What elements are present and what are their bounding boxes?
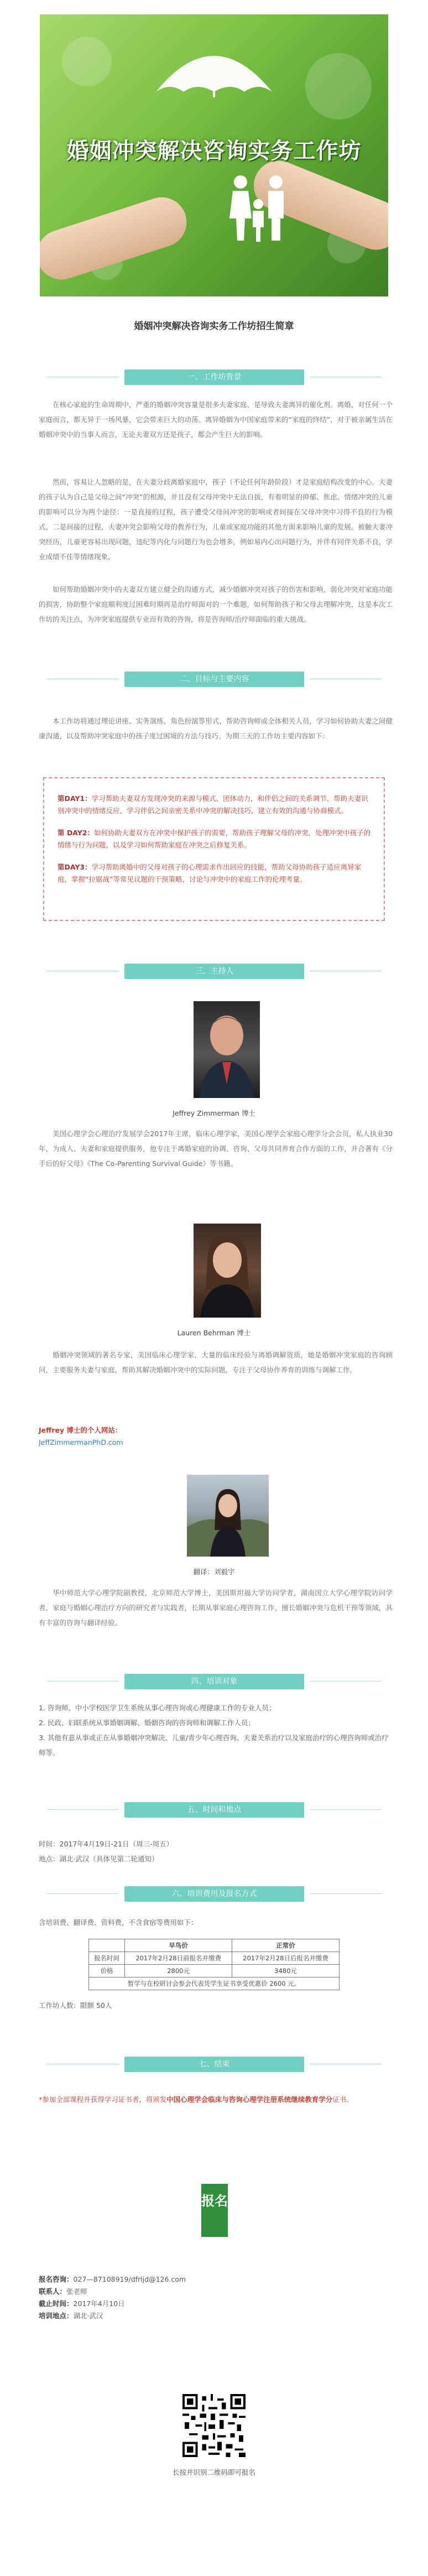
family-icon [225,172,291,244]
translator-photo [187,1475,269,1557]
signup-button[interactable]: 报名 [201,2184,228,2237]
speaker-name-lauren: Lauren Behrman 博士 [177,1329,251,1337]
audience-item: 1. 咨询师、中小学校医学卫生系统从事心理咨询或心理健康工作的专业人员； [39,1704,276,1712]
speaker-photo-jeffrey [194,1001,260,1098]
qr-caption: 长按并识别二维码即可报名 [172,2468,255,2476]
page-title: 婚姻冲突解决咨询实务工作坊招生简章 [134,321,294,332]
place-text: 地点：湖北·武汉（具体见第二轮通知） [39,1855,159,1863]
time-text: 时间：2017年4月19日-21日（周三-周五） [39,1840,174,1848]
fee-capacity: 工作坊人数：限额 50人 [39,2001,112,2010]
table-row: 报名时间 2017年2月28日前报名并缴费 2017年2月28日后报名并缴费 [89,1952,340,1965]
contact-phone: 报名咨询：027—87108919/dfrljd@126.com [39,2275,186,2283]
section-header-audience: 四、培训对象 [124,1674,304,1689]
section-header-speakers: 三、主持人 [124,964,304,979]
table-row: 早鸟价 正常价 [89,1939,340,1952]
speaker-link-label: Jeffrey 博士的个人网站： [39,1426,122,1434]
background-paragraph-2: 然而，容易让人忽略的是，在夫妻分歧离婚家庭中，孩子（不论任何年龄阶段）才是家庭结构改变的中心。夫妻的孩子认为自己是父母之间“冲突”的根源，并且没有父母冲突中无法自拔，有着明显的抑郁、焦虑、情绪冲突的儿童的影响可以分为两个途径：一是直接的过程，孩子遭受父母间冲突的影响或者间接在父母冲突中习得不良的行为模式，二是间接的过程，夫妻冲突会影响父母的教养行为，儿童或家庭功能的其他方面来影响儿童的发展。被触夫妻冲突经历，儿童更容易出现问题，违纪等内化与问题行为也会增多，例如易内心出问题行为，并伴有同伴关系不良，学业成绩不佳等情绪现象。 [39,478,393,561]
speaker-bio-jeffrey: 美国心理学会心理治疗发展学会2017年主席，临床心理学家，美国心理学会家庭心理学分会会员，私人执业30年，为成人、夫妻和家庭提供服务，他专注于离婚家庭的协调、咨询、父母共同养育合作方面的工作，并合著有《分手后的好父母》《The Co-Parenting Survival Guide》等书籍。 [39,1130,393,1168]
speaker-name-jeffrey: Jeffrey Zimmerman 博士 [173,1109,255,1117]
table-row: 暂学与在校研讨会参会代表凭学生证书享受优惠价 2600 元。 [89,1977,340,1990]
qr-code-icon[interactable] [182,2394,246,2457]
hero-title: 婚姻冲突解决咨询实务工作坊 [66,138,362,164]
fee-table [88,1939,340,1990]
audience-item: 3. 其他有意从事或正在从事婚姻冲突解决、儿童/青少年心理咨询、夫妻关系治疗以及家庭治疗的心理咨询师或治疗师等。 [39,1734,389,1757]
translator-name: 翻译：刘毅宇 [193,1568,235,1576]
goal-day-1: 第DAY1：学习帮助夫妻双方发现冲突的来源与模式、团体动力，和伴侣之间的关系调节、帮助夫妻识别冲突中的情绪反应，学习伴侣之间亲密关系中冲突的解决技巧，建立有效的沟通与协商模式。 [58,794,368,815]
section-header-fee: 六、培训费用及报名方式 [124,1886,304,1902]
speaker-website-link[interactable]: JeffZimmermanPhD.com [39,1438,123,1446]
section-header-notes: 七、结束 [124,2057,304,2072]
time-place-list [39,1836,393,1866]
contact-deadline: 截止时间：2017年4月10日 [39,2299,125,2308]
audience-list [39,1700,393,1760]
table-row: 价格 2800元 3480元 [89,1965,340,1977]
notes-text: *参加全部课程并获得学习证书者，将颁发中国心理学会临床与咨询心理学注册系统继续教育学分证书。 [39,2095,353,2104]
background-paragraph-1: 在核心家庭的生命周期中，严重的婚姻冲突容量是很多夫妻家庭、是导致夫妻离异的催化剂。离婚，对任何一个家庭而言，都无异于一场风暴，它会带来巨大的动荡。离异婚姻为中国家庭带来的“家庭的终结”，对于被亲属生活在婚姻冲突中的当事人而言，无论夫妻双方还是孩子，都会产生巨大的影响。 [39,400,393,439]
background-paragraph-3: 如何帮助婚姻冲突中的夫妻双方建立健全的沟通方式，减少婚姻冲突对孩子的伤害和影响，弱化冲突对家庭功能的损害，协助整个家庭顺利度过困难时期再是治疗师面对的一个难题，如何帮助孩子和父母去理解冲突，这是本次工作坊的关注点，为冲突家庭提供专业而有效的咨询，将是咨询师/治疗师面临的重大挑战。 [39,585,393,623]
goals-intro: 本工作坊将通过理论讲座、实务演练、角色扮演等形式，帮助咨询师或全体相关人员，学习如何协助夫妻之间健康沟通，以及帮助冲突家庭中的孩子度过困境的方法与技巧。为期三天的工作坊主要内容如下： [39,717,393,740]
umbrella-icon [150,31,278,97]
translator-bio: 华中师范大学心理学院副教授，北京师范大学博士，美国斯坦福大学访问学者，湖南国立大学心理学院访问学者，家庭与婚姻心理治疗方向的研究者与实践者，长期从事家庭心理咨询工作，擅长婚姻冲突与危机干预等领域，具有丰富的咨询与翻译经验。 [39,1589,393,1627]
hero-banner-image [40,14,388,296]
goal-day-2: 第 DAY2：如何协助夫妻双方在冲突中保护孩子的需要，帮助孩子理解父母的冲突，处理冲突中孩子的情绪与行为问题，以及学习如何帮助家庭在冲突之后修复关系。 [58,829,370,849]
section-header-goals: 二、目标与主要内容 [124,672,304,687]
speaker-photo-lauren [194,1224,261,1318]
goal-day-3: 第DAY3：学习帮助离婚中的父母对孩子的心理需求作出回应的技能，帮助父母协助孩子适应离异家庭，掌握“拉锯战”等常见议题的干预策略，讨论与冲突中的家庭工作的伦理考量。 [58,863,362,883]
contact-location: 培训地点：湖北·武汉 [39,2312,103,2320]
contact-block [39,2273,393,2322]
contact-person: 联系人：张老师 [39,2287,87,2296]
goals-box [43,777,385,921]
fee-intro: 含培训费、翻译费、资料费，不含食宿等费用如下： [39,1918,198,1927]
audience-item: 2. 民政、妇联系统从事婚姻调解、婚姻咨询的咨询师和调解工作人员； [39,1719,255,1727]
section-header-background: 一、工作坊背景 [124,370,304,385]
speaker-bio-lauren: 婚姻冲突领域的著名专家，美国临床心理学家，大量的临床经验与离婚调解资质，她是婚姻冲突家庭的咨询顾问，主要服务夫妻与家庭，帮助其解决婚姻冲突中的实际问题，专注于父母协作养育的训练与调解工作。 [39,1351,393,1374]
section-header-time-place: 五、时间和地点 [124,1802,304,1818]
